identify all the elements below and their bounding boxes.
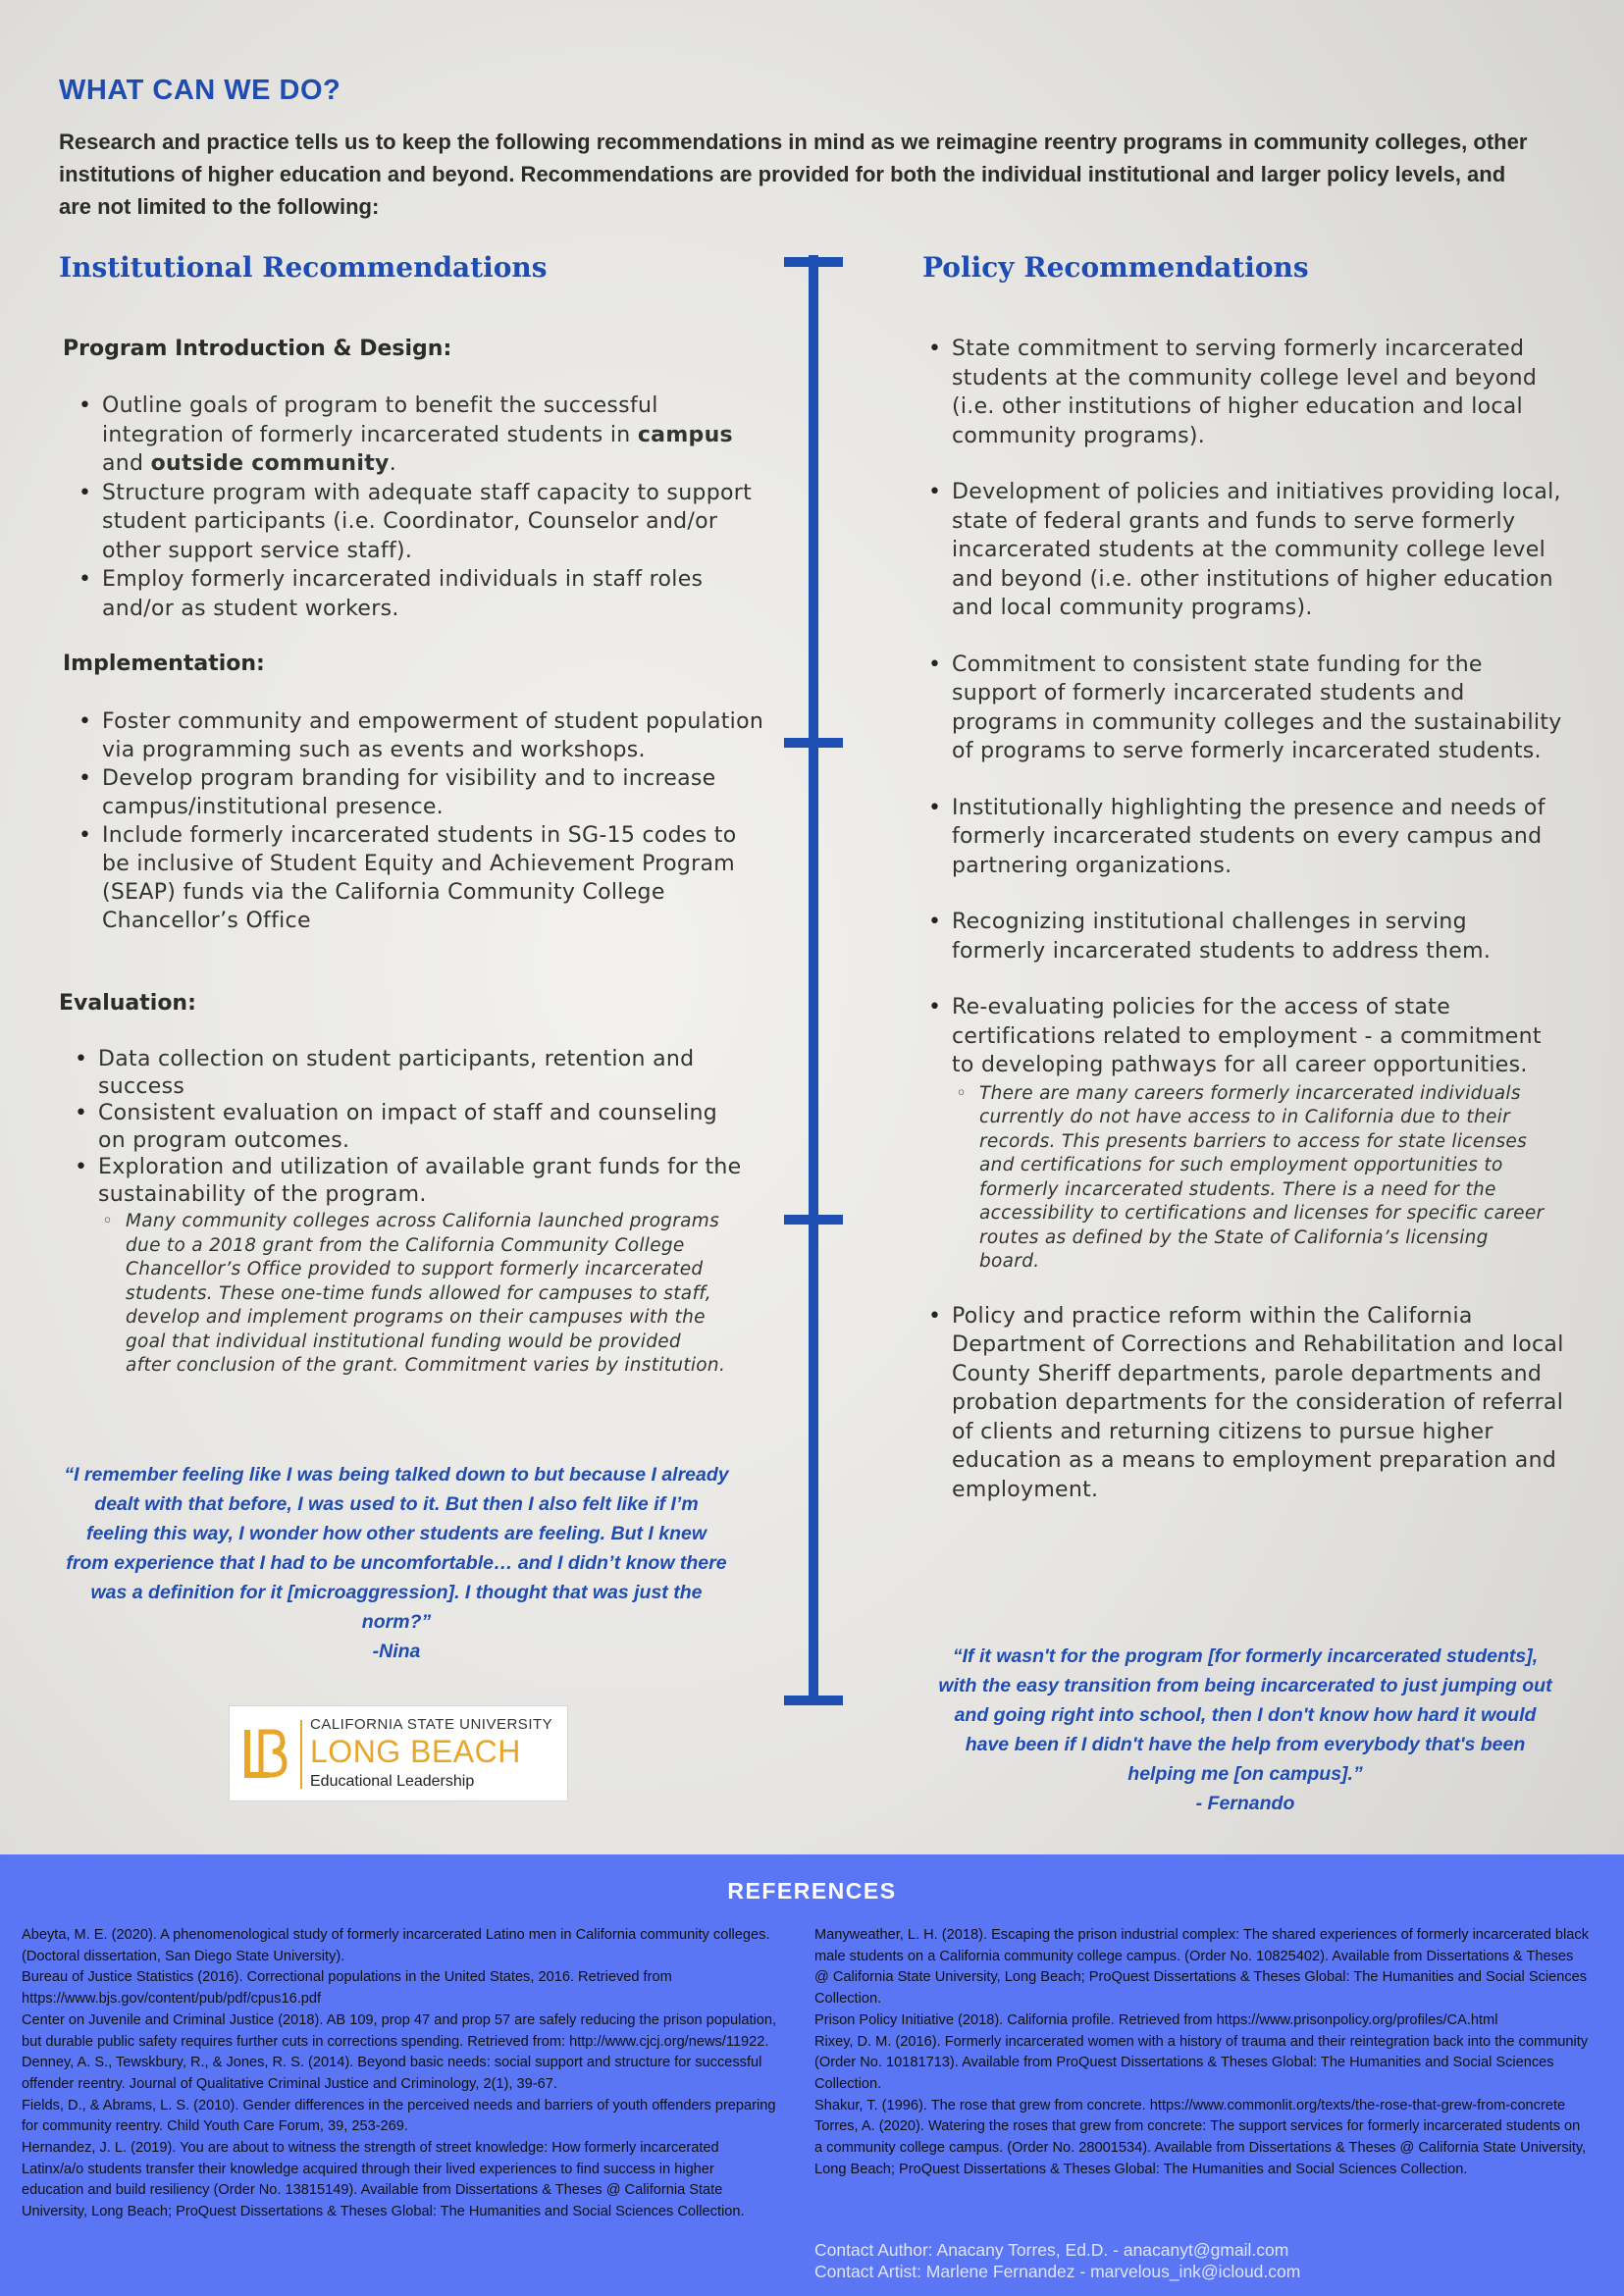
list-item: • Re-evaluating policies for the access of state certifications related to employment - a commitment to developing pathways for all career opportunities. ◦ There are many careers formerly incarcerated individuals currently do not have access to in California due to their records. This presents barriers to access for state licenses and certifications for such employment opportunities to formerly incarcerated students. There is a need for the accessibility to certifications and licenses for specific career routes as defined by the State of California’s licensing board. bbox=[918, 993, 1566, 1275]
list-item: • Institutionally highlighting the presence and needs of formerly incarcerated students on every campus and partnering organizations. bbox=[918, 794, 1566, 881]
list-item: • Consistent evaluation on impact of staff and counseling on program outcomes. bbox=[65, 1100, 752, 1154]
logo-campus: LONG BEACH bbox=[310, 1734, 521, 1769]
list-item: • Exploration and utilization of available grant funds for the sustainability of the program. ◦ Many community colleges across California launched programs due to a 2018 grant from the California Community College Chancellor’s Office provided to support formerly incarcerated students. These one-time funds allowed for campuses to staff, develop and implement programs on their campuses with the goal that individual institutional funding would be provided after conclusion of the grant. Commitment varies by institution. bbox=[65, 1154, 752, 1379]
references-left bbox=[22, 1925, 777, 2223]
divider-tick bbox=[784, 1696, 843, 1705]
policy-list bbox=[918, 335, 1566, 1532]
lb-monogram-icon bbox=[239, 1724, 288, 1783]
intro-paragraph: Research and practice tells us to keep the following recommendations in mind as we reimagine reentry programs in community colleges, other institutions of higher education and beyond. Recommendations are provided for both the individual institutional and larger policy levels, and are not limited to the following: bbox=[59, 130, 1528, 219]
sub-list-item: ◦ Many community colleges across California launched programs due to a 2018 grant from the California Community College Chancellor’s Office provided to support formerly incarcerated students. These one-time funds allowed for campuses to staff, develop and implement programs on their campuses with the goal that individual institutional funding would be provided after conclusion of the grant. Commitment varies by institution. bbox=[98, 1210, 726, 1379]
logo-university: CALIFORNIA STATE UNIVERSITY bbox=[310, 1716, 553, 1733]
list-item: • Recognizing institutional challenges in serving formerly incarcerated students to address them. bbox=[918, 908, 1566, 965]
references-right bbox=[814, 1925, 1590, 2180]
implementation-list bbox=[69, 707, 767, 935]
institutional-heading: Institutional Recommendations bbox=[59, 251, 548, 284]
contacts bbox=[814, 2239, 1300, 2282]
reference-entry: Shakur, T. (1996). The rose that grew from concrete. https://www.commonlit.org/texts/the-rose-that-grew-from-concrete bbox=[814, 2097, 1566, 2113]
list-item: • Include formerly incarcerated students in SG-15 codes to be inclusive of Student Equity and Achievement Program (SEAP) funds via the California Community College Chancellor’s Office bbox=[69, 821, 767, 935]
list-item: • Outline goals of program to benefit the successful integration of formerly incarcerated students in campus and outside community. bbox=[69, 391, 756, 479]
logo-divider bbox=[300, 1720, 302, 1789]
list-item: • Policy and practice reform within the California Department of Corrections and Rehabilitation and local County Sheriff departments, parole departments and probation departments for the consideration of referral of clients and returning citizens to pursue higher education as a means to employment preparation and employment. bbox=[918, 1302, 1566, 1505]
list-item: • Structure program with adequate staff capacity to support student participants (i.e. Coordinator, Counselor and/or other support service staff). bbox=[69, 479, 756, 566]
divider-tick bbox=[784, 1215, 843, 1225]
list-item: • Development of policies and initiatives providing local, state of federal grants and funds to serve formerly incarcerated students at the community college level and beyond (i.e. other institutions of higher education and local community programs). bbox=[918, 478, 1566, 623]
logo-department: Educational Leadership bbox=[310, 1773, 475, 1790]
list-item: • Employ formerly incarcerated individuals in staff roles and/or as student workers. bbox=[69, 565, 756, 623]
reference-entry: Center on Juvenile and Criminal Justice (2018). AB 109, prop 47 and prop 57 are safely reducing the prison population, but durable public safety requires further cuts in corrections spending. Retrieved from: http://www.cjcj.org/news/11922. bbox=[22, 2011, 777, 2050]
list-item: • Develop program branding for visibility and to increase campus/institutional presence. bbox=[69, 764, 767, 821]
reference-entry: Bureau of Justice Statistics (2016). Correctional populations in the United States, 2016. Retrieved from https://www.bjs.gov/content/pub/pdf/cpus16.pdf bbox=[22, 1969, 672, 2008]
page-title: WHAT CAN WE DO? bbox=[59, 75, 341, 106]
reference-entry: Hernandez, J. L. (2019). You are about to witness the strength of street knowledge: How formerly incarcerated Latinx/a/o students transfer their knowledge acquired through their lived experiences to find success in higher education and build resiliency (Order No. 13815149). Available from Dissertations & Theses @ California State University, Long Beach; ProQuest Dissertations & Theses Global: The Humanities and Social Sciences Collection. bbox=[22, 2140, 745, 2220]
list-item: • Commitment to consistent state funding for the support of formerly incarcerated students and programs in community colleges and the sustainability of programs to serve formerly incarcerated students. bbox=[918, 651, 1566, 766]
evaluation-list bbox=[65, 1046, 752, 1379]
divider-tick bbox=[784, 257, 843, 267]
program-design-heading: Program Introduction & Design: bbox=[63, 337, 452, 361]
program-design-list bbox=[69, 391, 756, 623]
divider-tick bbox=[784, 738, 843, 748]
contact-artist: Contact Artist: Marlene Fernandez - marvelous_ink@icloud.com bbox=[814, 2262, 1301, 2281]
reference-entry: Torres, A. (2020). Watering the roses that grew from concrete: The support services for formerly incarcerated students on a community college campus. (Order No. 28001534). Available from Dissertations & Theses @ California State University, Long Beach; ProQuest Dissertations & Theses Global: The Humanities and Social Sciences Collection. bbox=[814, 2118, 1587, 2177]
csulb-logo bbox=[229, 1705, 568, 1801]
column-divider bbox=[809, 255, 818, 1705]
evaluation-heading: Evaluation: bbox=[59, 991, 196, 1016]
reference-entry: Denney, A. S., Tewskbury, R., & Jones, R. S. (2014). Beyond basic needs: social support and structure for successful offender reentry. Journal of Qualitative Criminal Justice and Criminology, 2(1), 39-67. bbox=[22, 2055, 762, 2092]
reference-entry: Rixey, D. M. (2016). Formerly incarcerated women with a history of trauma and their reintegration back into the community (Order No. 10181713). Available from ProQuest Dissertations & Theses Global: The Humanities and Social Sciences Collection. bbox=[814, 2033, 1589, 2092]
policy-heading: Policy Recommendations bbox=[922, 251, 1309, 284]
list-item: • State commitment to serving formerly incarcerated students at the community college level and beyond (i.e. other institutions of higher education and local community programs). bbox=[918, 335, 1566, 450]
fernando-quote: “If it wasn't for the program [for formerly incarcerated students], with the easy transition from being incarcerated to just jumping out and going right into school, then I don't know how hard it would have been if I didn't have the help from everybody that's been helping me [on campus].” - Fernando bbox=[938, 1645, 1552, 1814]
list-item: • Data collection on student participants, retention and success bbox=[65, 1046, 752, 1100]
reference-entry: Manyweather, L. H. (2018). Escaping the prison industrial complex: The shared experiences of formerly incarcerated black male students on a California community college campus. (Order No. 10825402). Available from Dissertations & Theses @ California State University, Long Beach; ProQuest Dissertations & Theses Global: The Humanities and Social Sciences Collection. bbox=[814, 1927, 1589, 2008]
references-title: REFERENCES bbox=[727, 1878, 897, 1904]
reference-entry: Prison Policy Initiative (2018). California profile. Retrieved from https://www.prisonpolicy.org/profiles/CA.html bbox=[814, 2011, 1498, 2028]
reference-entry: Fields, D., & Abrams, L. S. (2010). Gender differences in the perceived needs and barriers of youth offenders preparing for community reentry. Child Youth Care Forum, 39, 253-269. bbox=[22, 2097, 776, 2135]
nina-quote: “I remember feeling like I was being talked down to but because I already dealt with that before, I was used to it. But then I also felt like if I’m feeling this way, I wonder how other students are feeling. But I knew from experience that I had to be uncomfortable… and I didn’t know there was a definition for it [microaggression]. I thought that was just the norm?” -Nina bbox=[64, 1464, 729, 1662]
implementation-heading: Implementation: bbox=[63, 652, 265, 676]
contact-author: Contact Author: Anacany Torres, Ed.D. - anacanyt@gmail.com bbox=[814, 2240, 1289, 2260]
list-item: • Foster community and empowerment of student population via programming such as events and workshops. bbox=[69, 707, 767, 764]
reference-entry: Abeyta, M. E. (2020). A phenomenological study of formerly incarcerated Latino men in California community colleges. (Doctoral dissertation, San Diego State University). bbox=[22, 1927, 770, 1964]
sub-list-item: ◦ There are many careers formerly incarcerated individuals currently do not have access to in California due to their records. This presents barriers to access for state licenses and certifications for such employment opportunities to formerly incarcerated students. There is a need for the accessibility to certifications and licenses for specific career routes as defined by the State of California’s licensing board. bbox=[952, 1082, 1552, 1275]
